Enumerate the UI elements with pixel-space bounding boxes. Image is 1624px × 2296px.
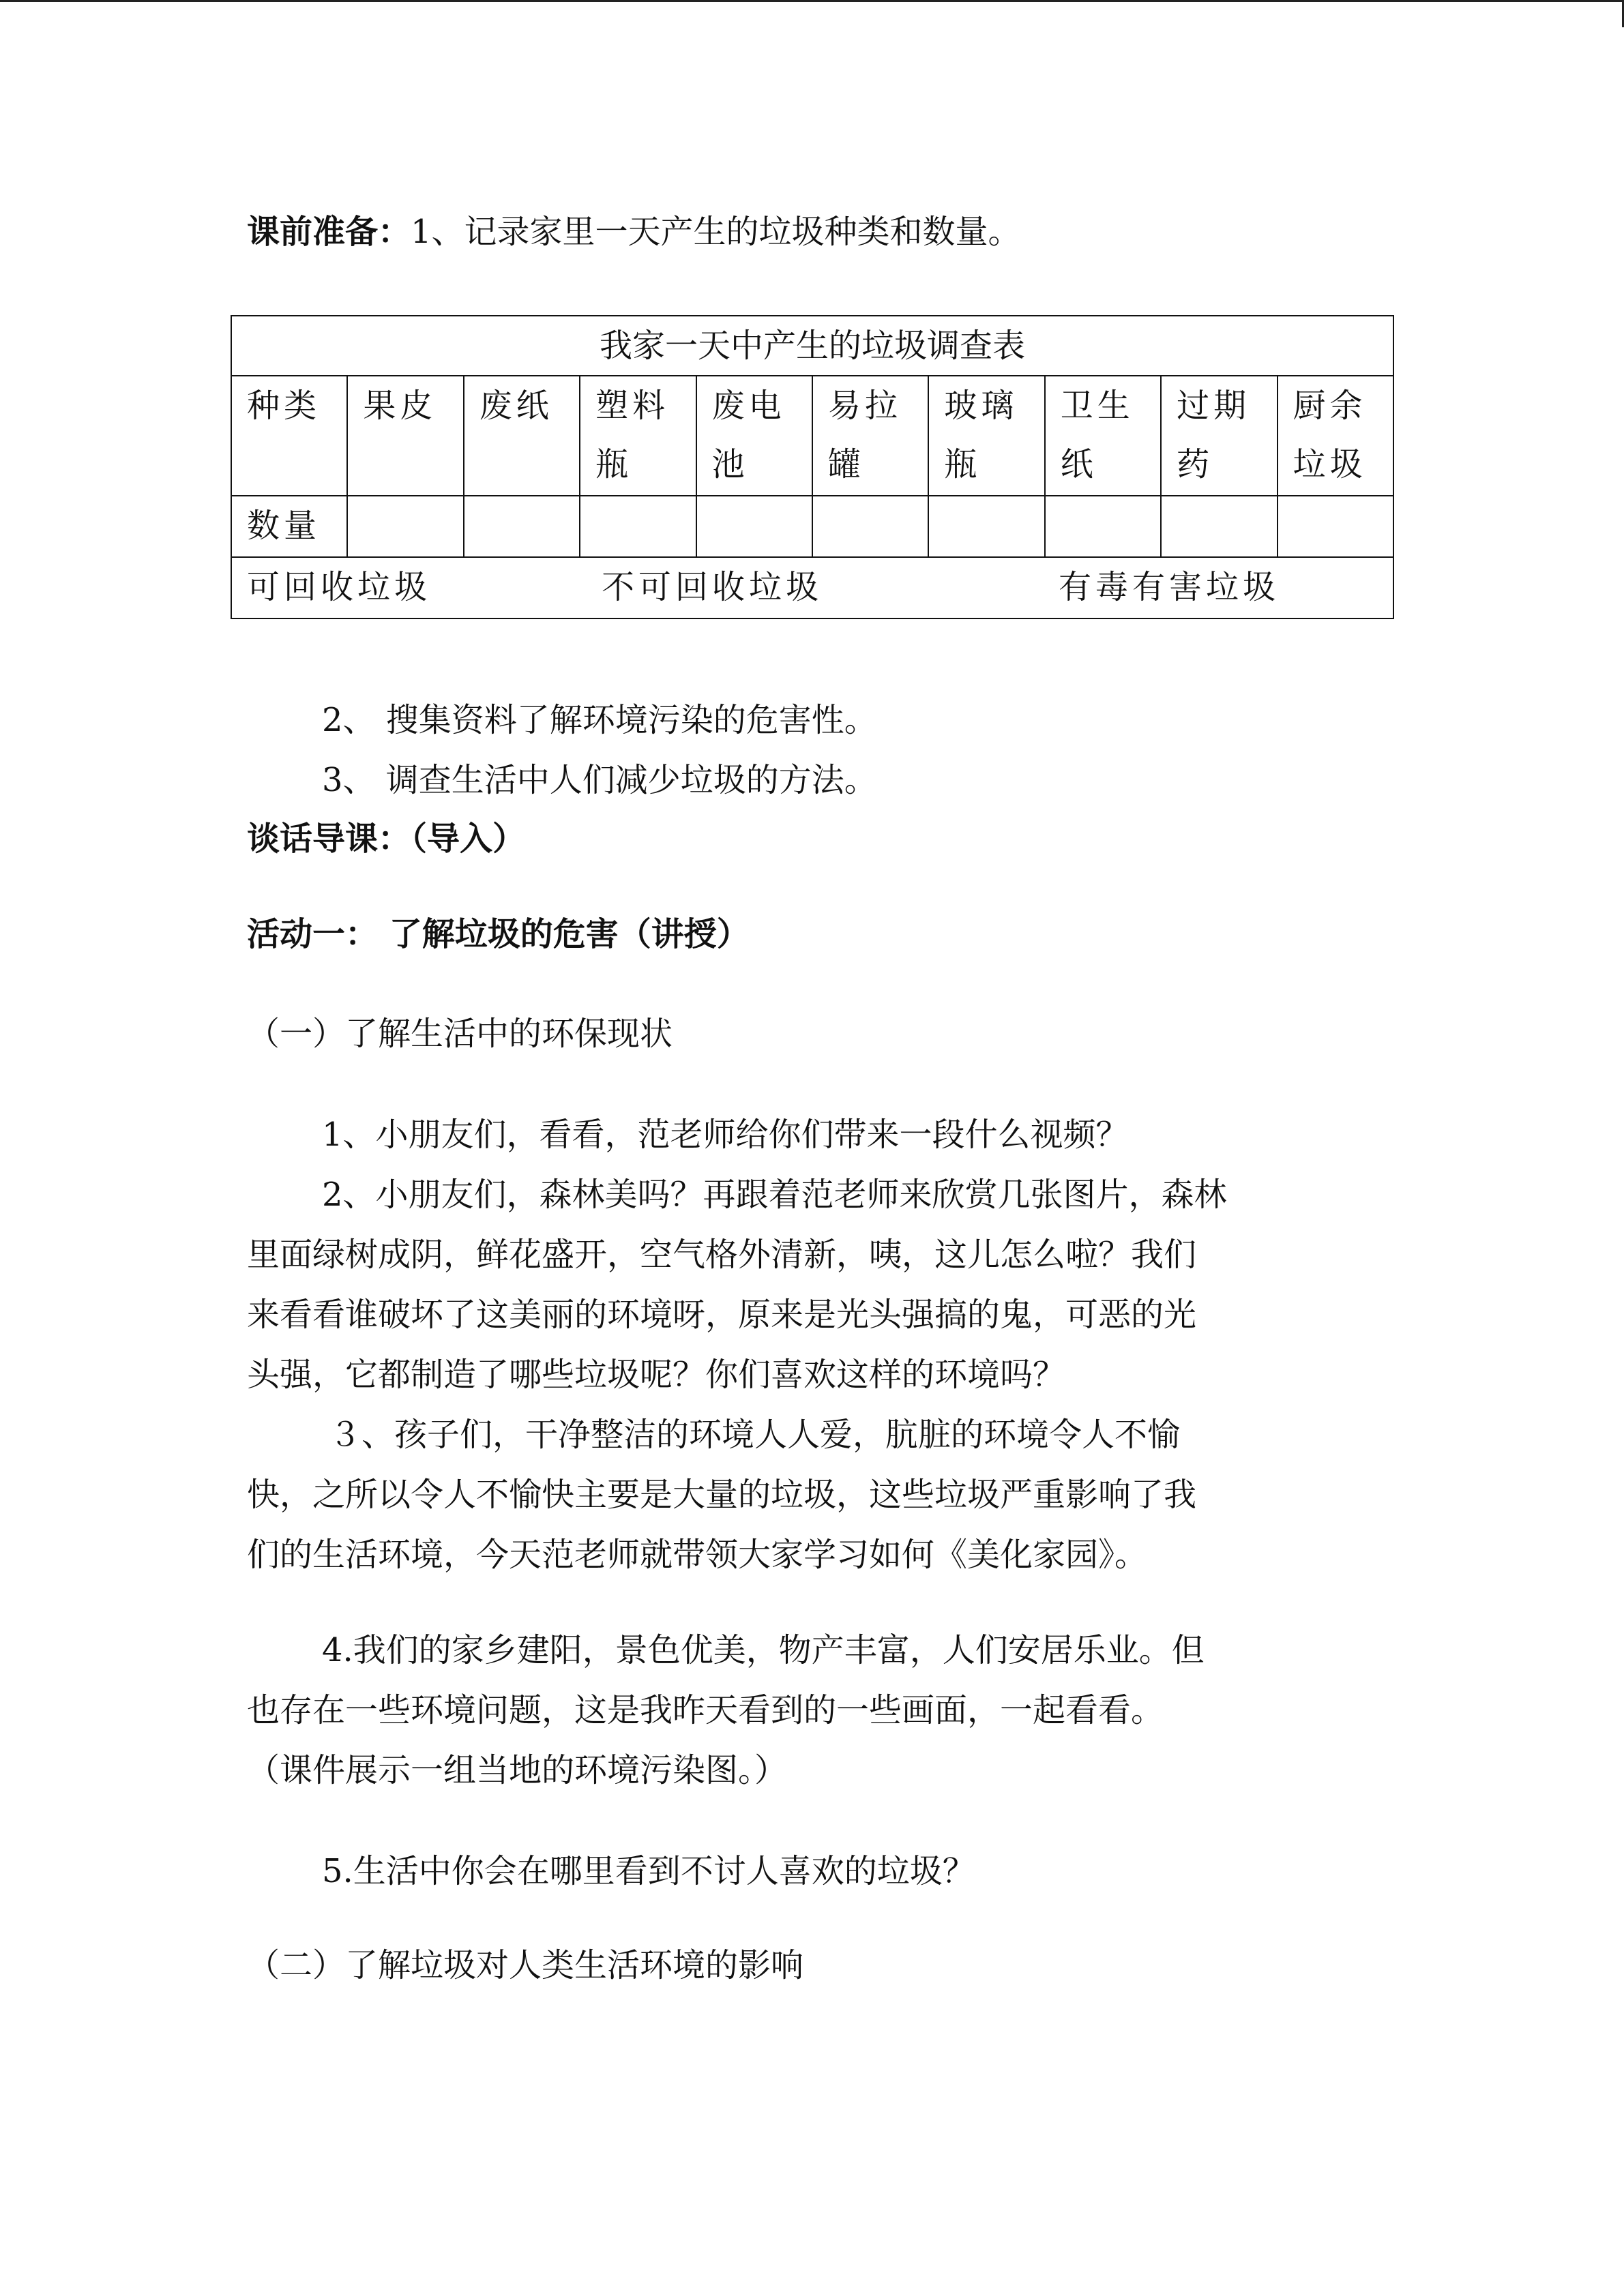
para-3-line-2: 快，之所以令人不愉快主要是大量的垃圾，这些垃圾严重影响了我 xyxy=(247,1476,1197,1514)
footer-recyclable: 可回收垃圾 xyxy=(247,568,432,606)
footer-hazardous: 有毒有害垃圾 xyxy=(1059,568,1280,606)
para-4-line-3: （课件展示一组当地的环境污染图。） xyxy=(247,1751,788,1789)
footer-non-recyclable: 不可回收垃圾 xyxy=(602,568,823,606)
prep-item-3: 3、 调查生活中人们减少垃圾的方法。 xyxy=(322,761,877,799)
row-label-kind: 种类 xyxy=(231,376,347,496)
quantity-cell xyxy=(812,496,928,557)
para-5: 5.生活中你会在哪里看到不讨人喜欢的垃圾？ xyxy=(322,1852,975,1890)
quantity-cell xyxy=(928,496,1044,557)
para-4-line-2: 也存在一些环境问题，这是我昨天看到的一些画面，一起看看。 xyxy=(247,1691,1164,1729)
quantity-cell xyxy=(580,496,696,557)
prep-label: 课前准备： xyxy=(247,213,411,251)
para-2-line-3: 来看看谁破坏了这美丽的环境呀，原来是光头强搞的鬼，可恶的光 xyxy=(247,1296,1197,1334)
category-cell: 果皮 xyxy=(347,376,463,496)
activity1-heading: 活动一： 了解垃圾的危害（讲授） xyxy=(247,915,750,953)
category-cell: 废电 池 xyxy=(696,376,812,496)
category-cell: 废纸 xyxy=(464,376,580,496)
quantity-cell xyxy=(347,496,463,557)
subsection-2-title: （二）了解垃圾对人类生活环境的影响 xyxy=(247,1946,804,1984)
para-1: 1、小朋友们，看看，范老师给你们带来一段什么视频？ xyxy=(322,1116,1129,1154)
category-cell: 厨余 垃圾 xyxy=(1278,376,1393,496)
para-2-line-1: 2、小朋友们，森林美吗？再跟着范老师来欣赏几张图片，森林 xyxy=(322,1176,1227,1214)
prep-item-1: 1、记录家里一天产生的垃圾种类和数量。 xyxy=(411,213,1021,251)
prep-line-1 xyxy=(247,202,1393,262)
row-label-quantity: 数量 xyxy=(231,496,347,557)
para-2-line-2: 里面绿树成阴，鲜花盛开，空气格外清新，咦，这儿怎么啦？我们 xyxy=(247,1236,1197,1274)
para-2-line-4: 头强，它都制造了哪些垃圾呢？你们喜欢这样的环境吗？ xyxy=(247,1356,1066,1394)
category-cell: 过期 药 xyxy=(1161,376,1277,496)
survey-table-footer xyxy=(231,557,1393,618)
survey-table xyxy=(231,315,1394,619)
quantity-cell xyxy=(1045,496,1161,557)
prep-item-2: 2、 搜集资料了解环境污染的危害性。 xyxy=(322,701,877,739)
para-4-line-1: 4.我们的家乡建阳，景色优美，物产丰富，人们安居乐业。但 xyxy=(322,1631,1205,1669)
page-top-border xyxy=(0,0,1624,2)
quantity-cell xyxy=(1278,496,1393,557)
quantity-cell xyxy=(696,496,812,557)
category-cell: 塑料 瓶 xyxy=(580,376,696,496)
survey-table-caption: 我家一天中产生的垃圾调查表 xyxy=(231,316,1393,376)
quantity-cell xyxy=(464,496,580,557)
category-cell: 玻璃 瓶 xyxy=(928,376,1044,496)
para-3-line-3: 们的生活环境，今天范老师就带领大家学习如何《美化家园》。 xyxy=(247,1536,1148,1574)
quantity-cell xyxy=(1161,496,1277,557)
category-cell: 卫生 纸 xyxy=(1045,376,1161,496)
para-3-line-1: ３、孩子们，干净整洁的环境人人爱，肮脏的环境令人不愉 xyxy=(329,1416,1181,1454)
intro-heading: 谈话导课：（导入） xyxy=(247,820,526,858)
subsection-1-title: （一）了解生活中的环保现状 xyxy=(247,1015,673,1053)
category-cell: 易拉 罐 xyxy=(812,376,928,496)
